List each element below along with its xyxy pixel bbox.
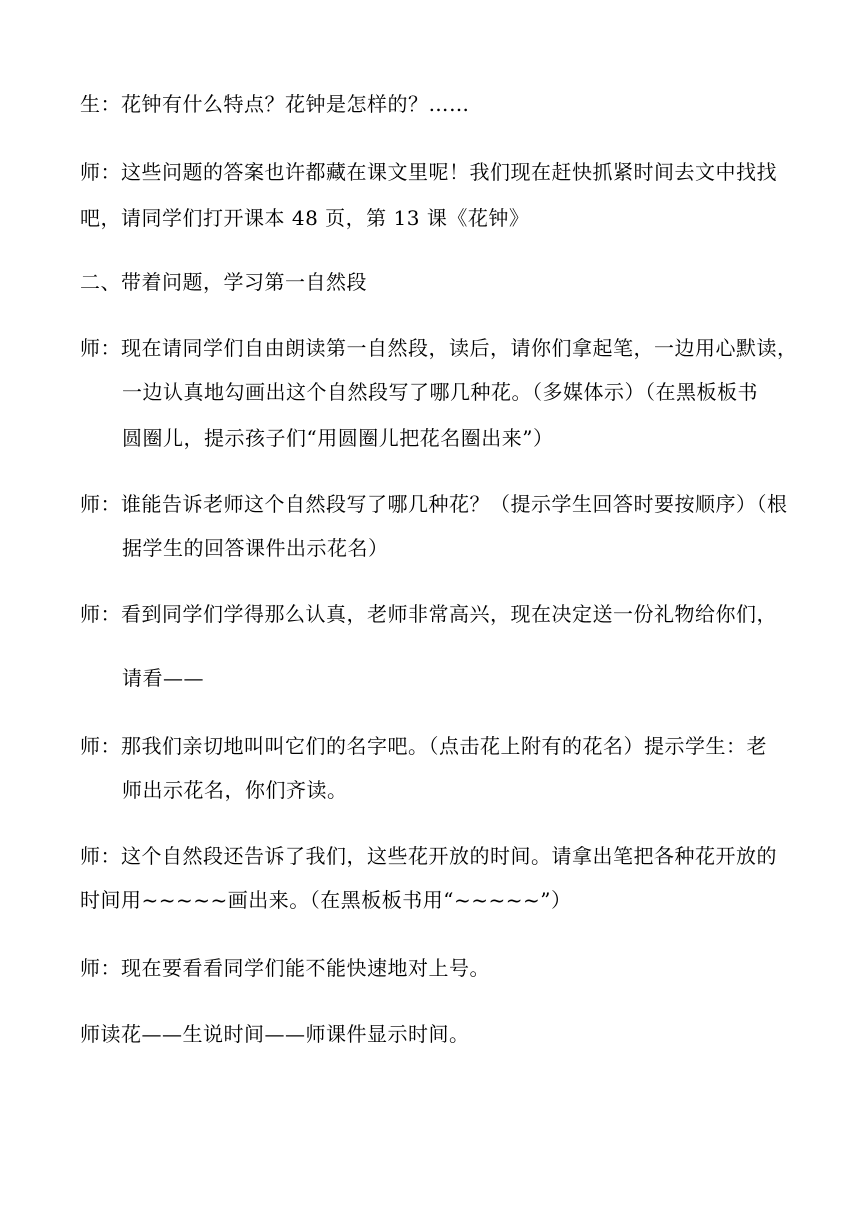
- text-line-teacher-answer-1: 师：这些问题的答案也许都藏在课文里呢！我们现在赶快抓紧时间去文中找找: [80, 160, 777, 184]
- text-line-teacher-names-2: 师出示花名，你们齐读。: [122, 778, 348, 802]
- text-line-teacher-answer-2: 吧，请同学们打开课本 48 页，第 13 课《花钟》: [80, 206, 530, 230]
- text-line-teacher-gift-1: 师：看到同学们学得那么认真，老师非常高兴，现在决定送一份礼物给你们，: [80, 602, 777, 626]
- text-line-teacher-names-1: 师：那我们亲切地叫叫它们的名字吧。（点击花上附有的花名）提示学生：老: [80, 734, 767, 758]
- text-line-student-question: 生：花钟有什么特点？花钟是怎样的？……: [80, 92, 470, 116]
- text-line-teacher-time-2: 时间用~~~~~画出来。（在黑板板书用“~~~~~”）: [80, 888, 572, 912]
- text-line-teacher-ask-1: 师：谁能告诉老师这个自然段写了哪几种花？（提示学生回答时要按顺序）（根: [80, 492, 788, 516]
- text-line-teacher-reading-2: 一边认真地勾画出这个自然段写了哪几种花。（多媒体示）（在黑板板书: [122, 380, 758, 404]
- text-line-teacher-ask-2: 据学生的回答课件出示花名）: [122, 536, 389, 560]
- text-line-procedure: 师读花——生说时间——师课件显示时间。: [80, 1022, 470, 1046]
- text-line-teacher-reading-3: 圆圈儿，提示孩子们“用圆圈儿把花名圈出来”）: [122, 426, 554, 450]
- text-line-teacher-time-1: 师：这个自然段还告诉了我们，这些花开放的时间。请拿出笔把各种花开放的: [80, 844, 777, 868]
- text-line-teacher-reading-1: 师：现在请同学们自由朗读第一自然段，读后，请你们拿起笔，一边用心默读，: [80, 336, 798, 360]
- section-heading: 二、带着问题，学习第一自然段: [80, 270, 367, 294]
- text-line-teacher-match: 师：现在要看看同学们能不能快速地对上号。: [80, 956, 490, 980]
- text-line-teacher-gift-2: 请看——: [122, 666, 204, 690]
